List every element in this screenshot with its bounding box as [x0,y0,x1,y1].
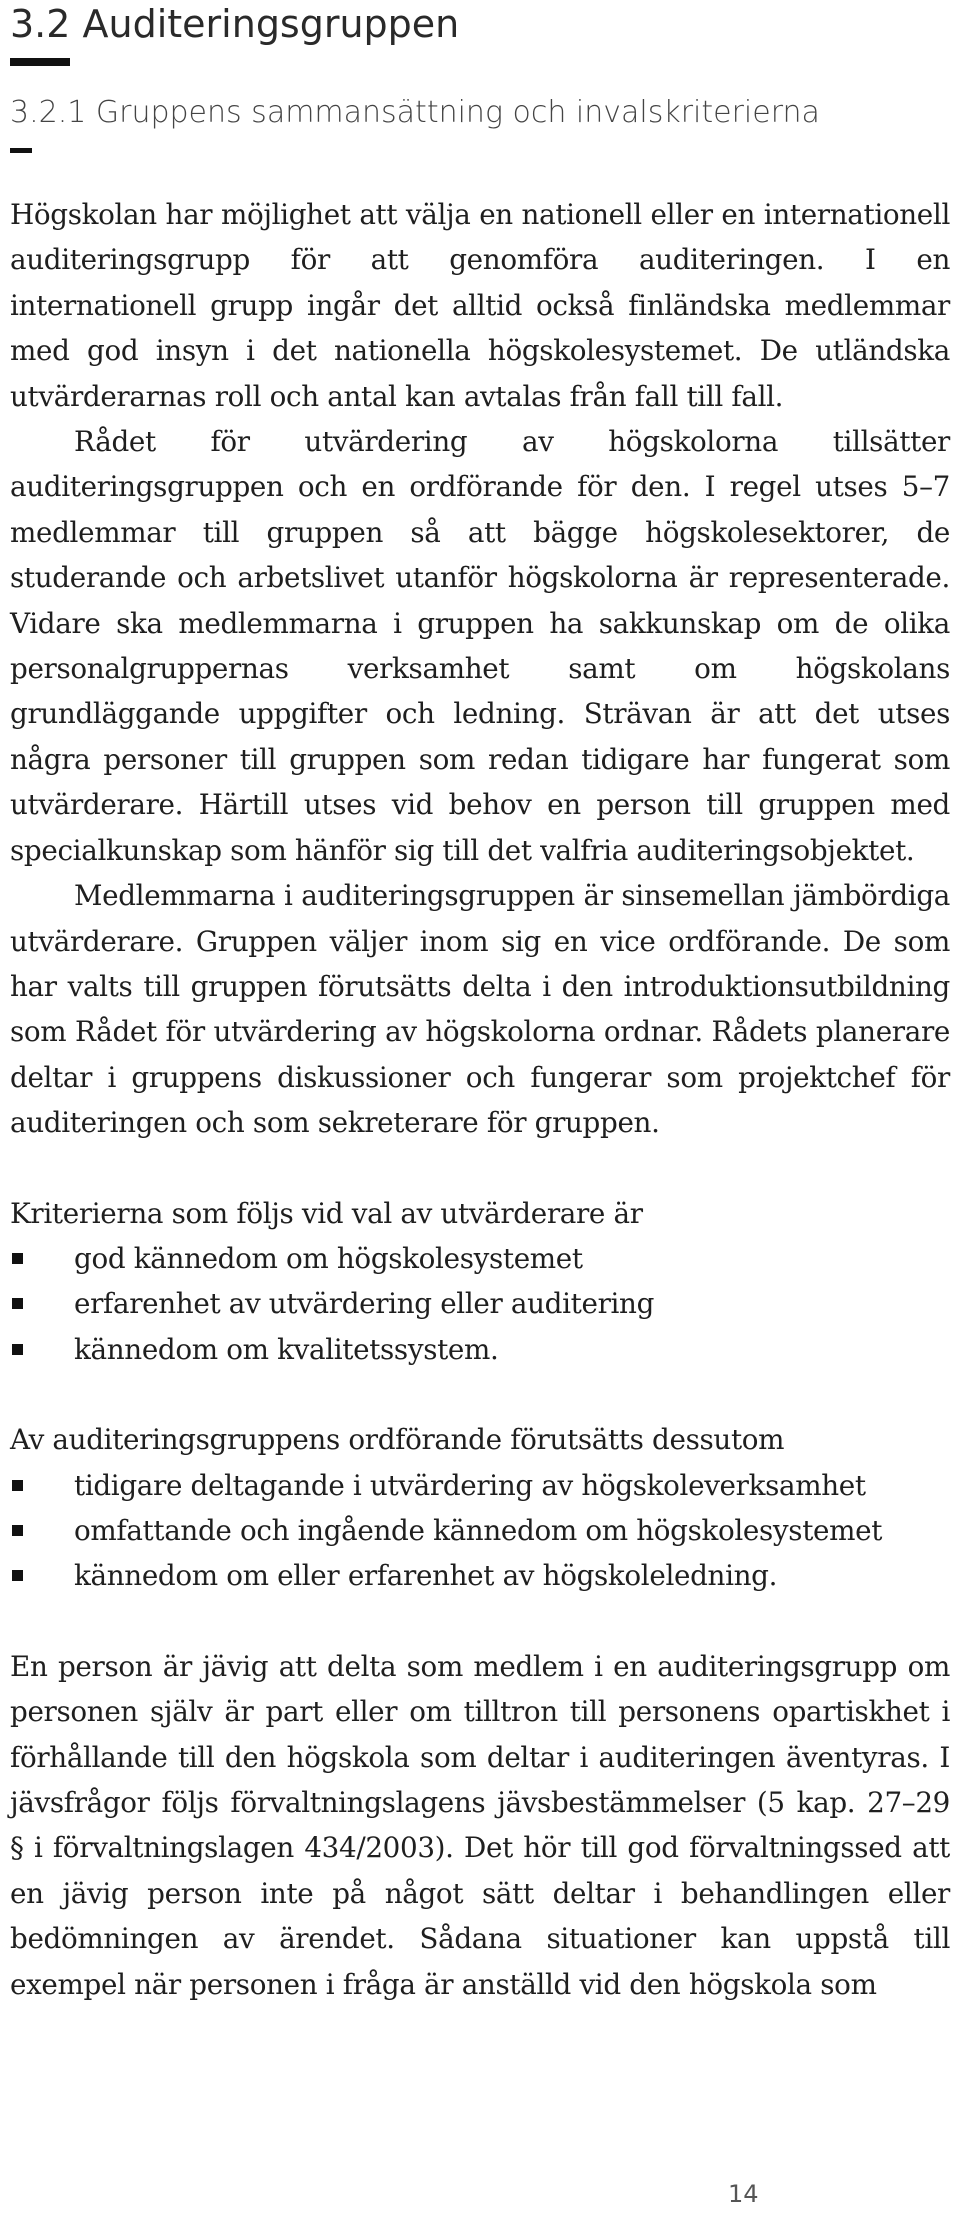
section-title-underline [10,58,70,66]
criteria-list [10,1236,950,1372]
subsection-title: 3.2.1 Gruppens sammansättning och invalskriterierna [10,95,820,130]
list-item: tidigare deltagande i utvärdering av högskoleverksamhet [10,1463,950,1508]
list-item: god kännedom om högskolesystemet [10,1236,950,1281]
page-number: 14 [728,2180,759,2208]
bullet-icon [12,1344,23,1355]
paragraph-group-composition: Högskolan har möjlighet att välja en nationell eller en internationell auditeringsgrupp för att genomföra auditeringen. I en internationell grupp ingår det alltid också finländska medlemmar med god insyn i det nationella högskolesystemet. De utländska utvärderarnas roll och antal kan avtalas från fall till fall. [10,198,950,413]
chair-intro: Av auditeringsgruppens ordförande förutsätts dessutom [10,1423,785,1457]
bullet-icon [12,1298,23,1309]
bullet-icon [12,1253,23,1264]
list-item: kännedom om eller erfarenhet av högskoleledning. [10,1553,950,1598]
bullet-icon [12,1480,23,1491]
bullet-icon [12,1525,23,1536]
body-text [10,192,950,2007]
list-item: kännedom om kvalitetssystem. [10,1327,950,1372]
chair-requirements-list [10,1463,950,1599]
criteria-intro: Kriterierna som följs vid val av utvärderare är [10,1196,643,1230]
paragraph-disqualification: En person är jävig att delta som medlem i en auditeringsgrupp om personen själv är part eller om tilltron till personens opartiskhet i förhållande till den högskola som deltar i auditeringen äventyras. I jävsfrågor följs förvaltningslagens jävsbestämmelser (5 kap. 27–29 § i förvaltningslagen 434/2003). Det hör till god förvaltningssed att en jävig person inte på något sätt deltar i behandlingen eller bedömningen av ärendet. Sådana situationer kan uppstå till exempel när personen i fråga är anställd vid den högskola som [10,1649,950,2001]
list-item: omfattande och ingående kännedom om högskolesystemet [10,1508,950,1553]
list-item: erfarenhet av utvärdering eller auditering [10,1281,950,1326]
paragraph-group-appointment: Rådet för utvärdering av högskolorna tillsätter auditeringsgruppen och en ordförande för den. I regel utses 5–7 medlemmar till gruppen så att bägge högskolesektorer, de studerande och arbetslivet utanför högskolorna är representerade. Vidare ska medlemmarna i gruppen ha sakkunskap om de olika personalgruppernas verksamhet samt om högskolans grundläggande uppgifter och ledning. Strävan är att det utses några personer till gruppen som redan tidigare har fungerat som utvärderare. Härtill utses vid behov en person till gruppen med specialkunskap som hänför sig till det valfria auditeringsobjektet. [10,425,950,867]
section-title: 3.2 Auditeringsgruppen [10,2,460,46]
paragraph-members-roles: Medlemmarna i auditeringsgruppen är sinsemellan jämbördiga utvärderare. Gruppen väljer inom sig en vice ordförande. De som har valts till gruppen förutsätts delta i den introduktionsutbildning som Rådet för utvärdering av högskolorna ordnar. Rådets planerare deltar i gruppens diskussioner och fungerar som projektchef för auditeringen och som sekreterare för gruppen. [10,879,950,1140]
bullet-icon [12,1570,23,1581]
subsection-title-underline [10,148,32,153]
